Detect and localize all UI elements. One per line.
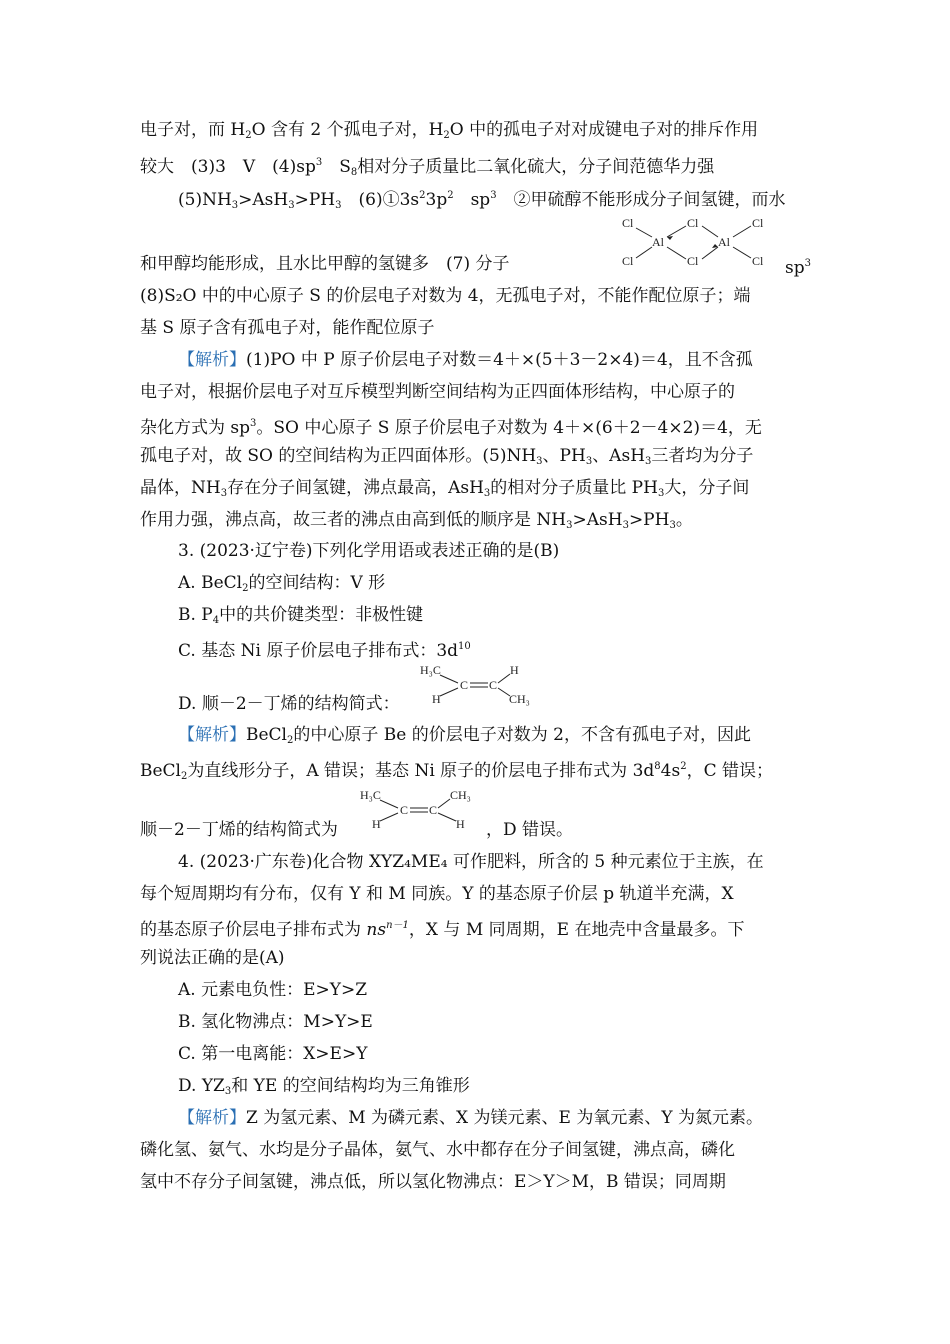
analysis-1-line-5: 晶体，$NH_3$存在分子间氢键，沸点最高，AsH$_3$的相对分子质量比 $PH_3$大，分子间 [140, 478, 750, 499]
svg-text:Cl: Cl [622, 216, 634, 230]
svg-text:H: H [432, 692, 441, 706]
q3-option-d: D. 顺－2－丁烯的结构简式： [178, 694, 400, 714]
q4-option-a: A. 元素电负性：E>Y>Z [178, 980, 368, 1000]
analysis-4-line-3: 氢中不存分子间氢键，沸点低，所以氢化物沸点：E＞Y＞M，B 错误；同周期 [140, 1172, 726, 1192]
analysis-1-line-2: 电子对，根据价层电子对互斥模型判断空间结构为正四面体形结构，中心原子的 [140, 382, 735, 402]
analysis-1-line-4: 孤电子对，故 SO 的空间结构为正四面体形。$(5)NH_3$、$PH_3$、AsH$_3$三者均为分子 [140, 446, 754, 467]
analysis-1-line-3: 杂化方式为 $sp^3$。SO 中心原子 S 原子价层电子对数为 4＋×(6＋2－4×2)＝4，无 [140, 418, 762, 438]
svg-text:Al: Al [652, 235, 664, 249]
q4-option-d: D. $YZ_3$和 YE 的空间结构均为三角锥形 [178, 1076, 470, 1097]
q3-option-a: A. BeCl$_2$的空间结构：V 形 [178, 573, 386, 594]
analysis-1-line-6: 作用力强，沸点高，故三者的沸点由高到低的顺序是 $NH_3>AsH_3>PH_3$。 [140, 510, 693, 531]
svg-text:Cl: Cl [687, 254, 699, 268]
q4-line-4: 列说法正确的是(A) [140, 948, 285, 968]
answer-line-3: $(5)NH_3>AsH_3>PH_3$ $(6)①3s^23p^2$ $sp^3$ ②甲硫醇不能形成分子间氢键，而水 [178, 190, 786, 211]
q3-option-b: B. $P_4$中的共价键类型：非极性键 [178, 605, 424, 626]
q4-option-c: C. 第一电离能：X>E>Y [178, 1044, 368, 1064]
svg-text:Cl: Cl [752, 254, 764, 268]
answer-line-5: (8)S₂O 中的中心原子 S 的价层电子对数为 4，无孤电子对，不能作配位原子；端 [140, 286, 751, 306]
svg-text:C: C [429, 803, 438, 817]
svg-text:Cl: Cl [752, 216, 764, 230]
analysis-3-line-1: 【解析】BeCl$_2$的中心原子 Be 的价层电子对数为 2，不含有孤电子对，因此 [178, 725, 751, 746]
analysis-3-line-3: 顺－2－丁烯的结构简式为 [140, 820, 338, 840]
analysis-4-line-1: 【解析】Z 为氢元素、M 为磷元素、X 为镁元素、E 为氧元素、Y 为氮元素。 [178, 1108, 763, 1128]
svg-text:Al: Al [718, 235, 730, 249]
svg-text:CH₃: CH₃ [509, 692, 530, 706]
analysis-label: 【解析】 [178, 1108, 246, 1128]
svg-text:C: C [489, 678, 498, 692]
svg-text:H: H [372, 817, 381, 831]
svg-text:CH₃: CH₃ [450, 788, 471, 802]
q4-line-1: 4. (2023·广东卷)化合物 XYZ₄ME₄ 可作肥料，所含的 5 种元素位于主族，在 [178, 852, 764, 872]
svg-text:H₃C: H₃C [360, 788, 381, 802]
analysis-1-line-1: 【解析】(1)PO 中 P 原子价层电子对数＝4＋×(5＋3－2×4)＝4，且不含孤 [178, 350, 753, 370]
analysis-3-line-3-tail: ，D 错误。 [486, 820, 574, 840]
answer-line-4: 和甲醇均能形成，且水比甲醇的氢键多 (7) 分子 [140, 254, 510, 274]
cis-butene-structure-option [418, 661, 548, 709]
svg-text:C: C [400, 803, 409, 817]
svg-text:H: H [456, 817, 465, 831]
analysis-label: 【解析】 [178, 725, 246, 745]
q4-line-3: 的基态原子价层电子排布式为 $ns^{n-1}$，X 与 M 同周期，E 在地壳中含量最多。下 [140, 920, 745, 940]
analysis-4-line-2: 磷化氢、氨气、水均是分子晶体，氨气、水中都存在分子间氢键，沸点高，磷化 [140, 1140, 735, 1160]
answer-line-6: 基 S 原子含有孤电子对，能作配位原子 [140, 318, 435, 338]
answer-line-2: 较大 (3)3 V $(4)sp^3$ $S_8$相对分子质量比二氧化硫大，分子间范德华力强 [140, 157, 715, 178]
answer-line-1: 电子对，而 $H_2O$ 含有 2 个孤电子对，$H_2O$ 中的孤电子对对成键电子对的排斥作用 [140, 120, 759, 141]
svg-text:Cl: Cl [622, 254, 634, 268]
q4-option-b: B. 氢化物沸点：M>Y>E [178, 1012, 373, 1032]
al2cl6-structure [618, 216, 778, 270]
q4-line-2: 每个短周期均有分布，仅有 Y 和 M 同族。Y 的基态原子价层 p 轨道半充满，X [140, 884, 734, 904]
svg-text:H₃C: H₃C [420, 663, 441, 677]
svg-text:C: C [460, 678, 469, 692]
cis-butene-structure-analysis [358, 786, 488, 834]
answer-line-4-tail: $sp^3$ [785, 258, 811, 278]
analysis-3-line-2: BeCl$_2$为直线形分子，A 错误；基态 Ni 原子的价层电子排布式为 $3d^84s^2$，C 错误； [140, 761, 773, 782]
svg-text:H: H [510, 663, 519, 677]
analysis-label: 【解析】 [178, 350, 246, 370]
q3-stem: 3. (2023·辽宁卷)下列化学用语或表述正确的是(B) [178, 541, 560, 561]
q3-option-c: C. 基态 Ni 原子价层电子排布式：$3d^{10}$ [178, 641, 471, 661]
svg-text:Cl: Cl [687, 216, 699, 230]
